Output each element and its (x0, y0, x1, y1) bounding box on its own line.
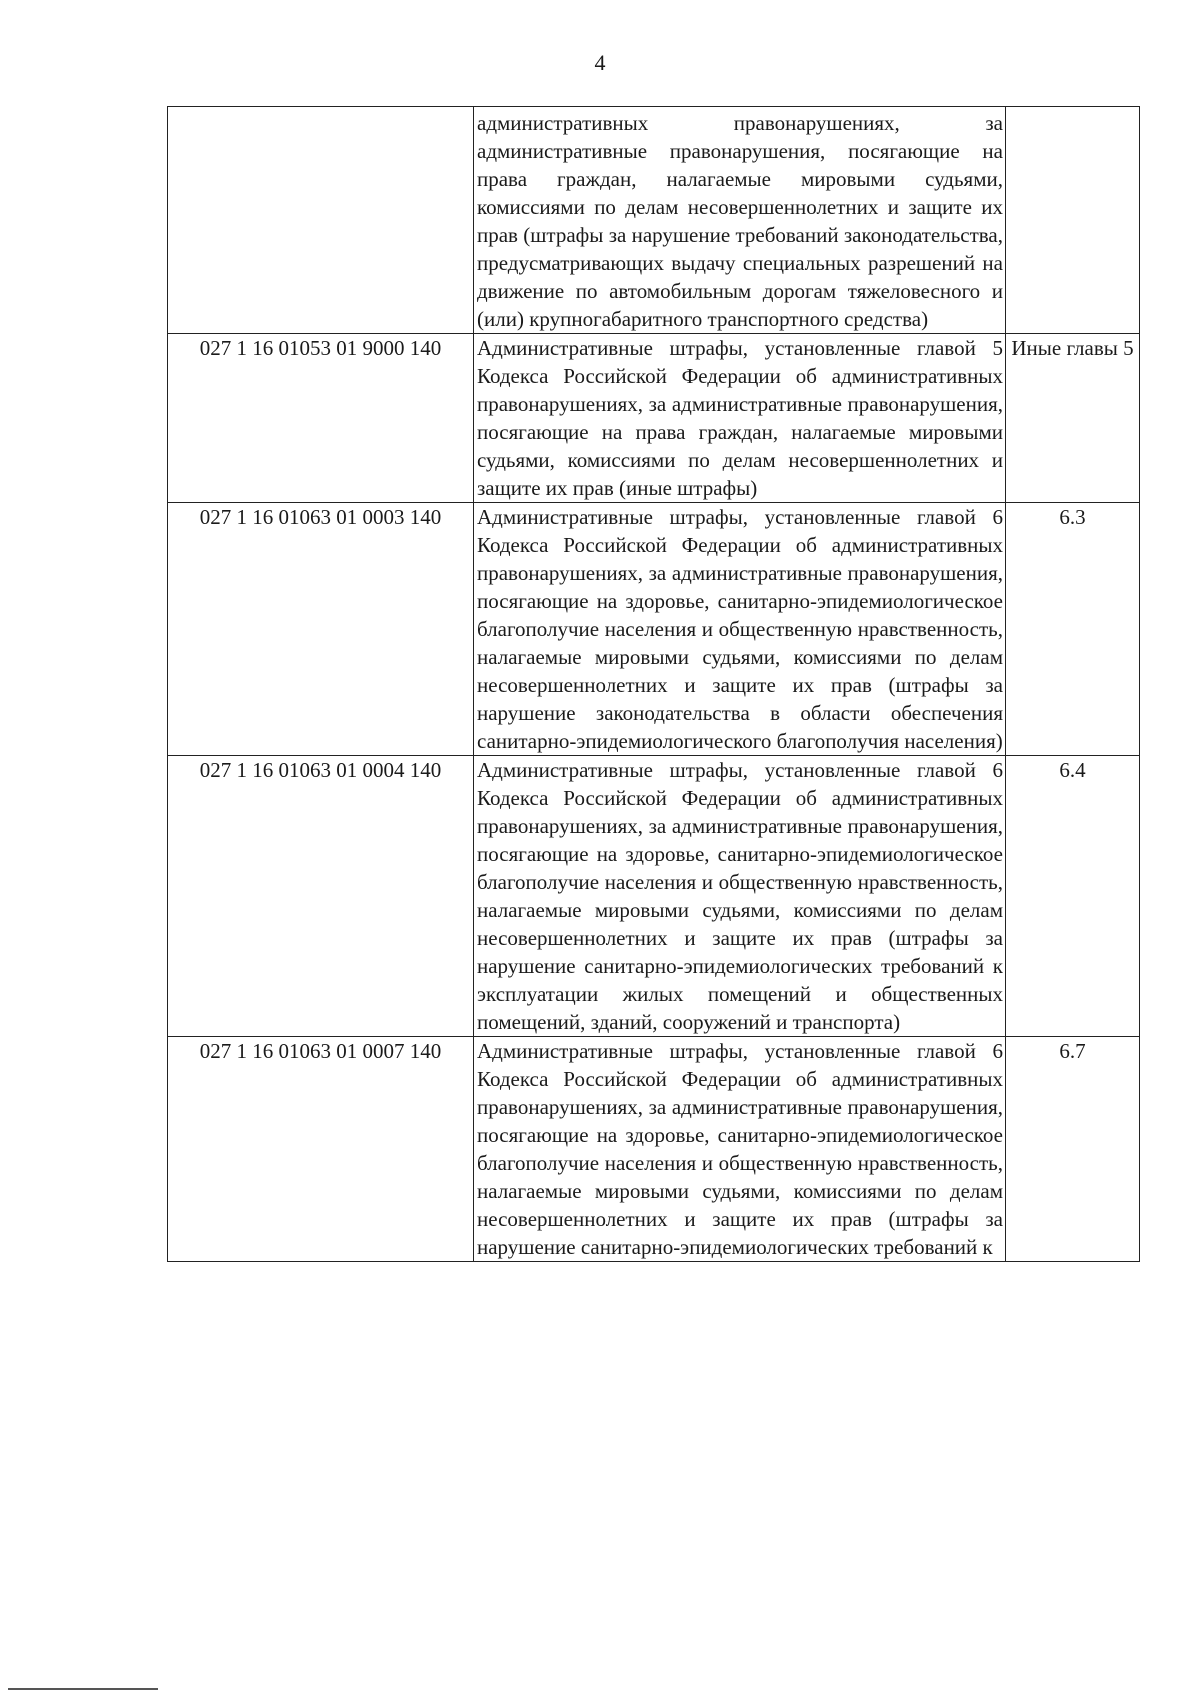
article-cell: 6.7 (1006, 1037, 1140, 1262)
article-cell: Иные главы 5 (1006, 334, 1140, 503)
budget-code-cell: 027 1 16 01063 01 0003 140 (168, 503, 474, 756)
description-cell: Административные штрафы, установленные главой 6 Кодекса Российской Федерации об административных правонарушениях, за административные правонарушения, посягающие на здоровье, санитарно-эпидемиологическое благополучие населения и общественную нравственность, налагаемые мировыми судьями, комиссиями по делам несовершеннолетних и защите их прав (штрафы за нарушение санитарно-эпидемиологических требований к (474, 1037, 1006, 1262)
fines-table (167, 106, 1140, 1262)
budget-code-cell (168, 107, 474, 334)
table-row (168, 107, 1140, 334)
table-row (168, 503, 1140, 756)
scan-artifact-line (8, 1688, 158, 1690)
budget-code-cell: 027 1 16 01063 01 0007 140 (168, 1037, 474, 1262)
page-number: 4 (594, 50, 606, 75)
article-cell (1006, 107, 1140, 334)
description-cell: Административные штрафы, установленные главой 5 Кодекса Российской Федерации об административных правонарушениях, за административные правонарушения, посягающие на права граждан, налагаемые мировыми судьями, комиссиями по делам несовершеннолетних и защите их прав (иные штрафы) (474, 334, 1006, 503)
table-row (168, 334, 1140, 503)
budget-code-cell: 027 1 16 01063 01 0004 140 (168, 756, 474, 1037)
table-row (168, 756, 1140, 1037)
article-cell: 6.4 (1006, 756, 1140, 1037)
description-cell: Административные штрафы, установленные главой 6 Кодекса Российской Федерации об административных правонарушениях, за административные правонарушения, посягающие на здоровье, санитарно-эпидемиологическое благополучие населения и общественную нравственность, налагаемые мировыми судьями, комиссиями по делам несовершеннолетних и защите их прав (штрафы за нарушение законодательства в области обеспечения санитарно-эпидемиологического благополучия населения) (474, 503, 1006, 756)
budget-code-cell: 027 1 16 01053 01 9000 140 (168, 334, 474, 503)
description-cell: административных правонарушениях, за административные правонарушения, посягающие на права граждан, налагаемые мировыми судьями, комиссиями по делам несовершеннолетних и защите их прав (штрафы за нарушение требований законодательства, предусматривающих выдачу специальных разрешений на движение по автомобильным дорогам тяжеловесного и (или) крупногабаритного транспортного средства) (474, 107, 1006, 334)
table-row (168, 1037, 1140, 1262)
description-cell: Административные штрафы, установленные главой 6 Кодекса Российской Федерации об административных правонарушениях, за административные правонарушения, посягающие на здоровье, санитарно-эпидемиологическое благополучие населения и общественную нравственность, налагаемые мировыми судьями, комиссиями по делам несовершеннолетних и защите их прав (штрафы за нарушение санитарно-эпидемиологических требований к эксплуатации жилых помещений и общественных помещений, зданий, сооружений и транспорта) (474, 756, 1006, 1037)
article-cell: 6.3 (1006, 503, 1140, 756)
